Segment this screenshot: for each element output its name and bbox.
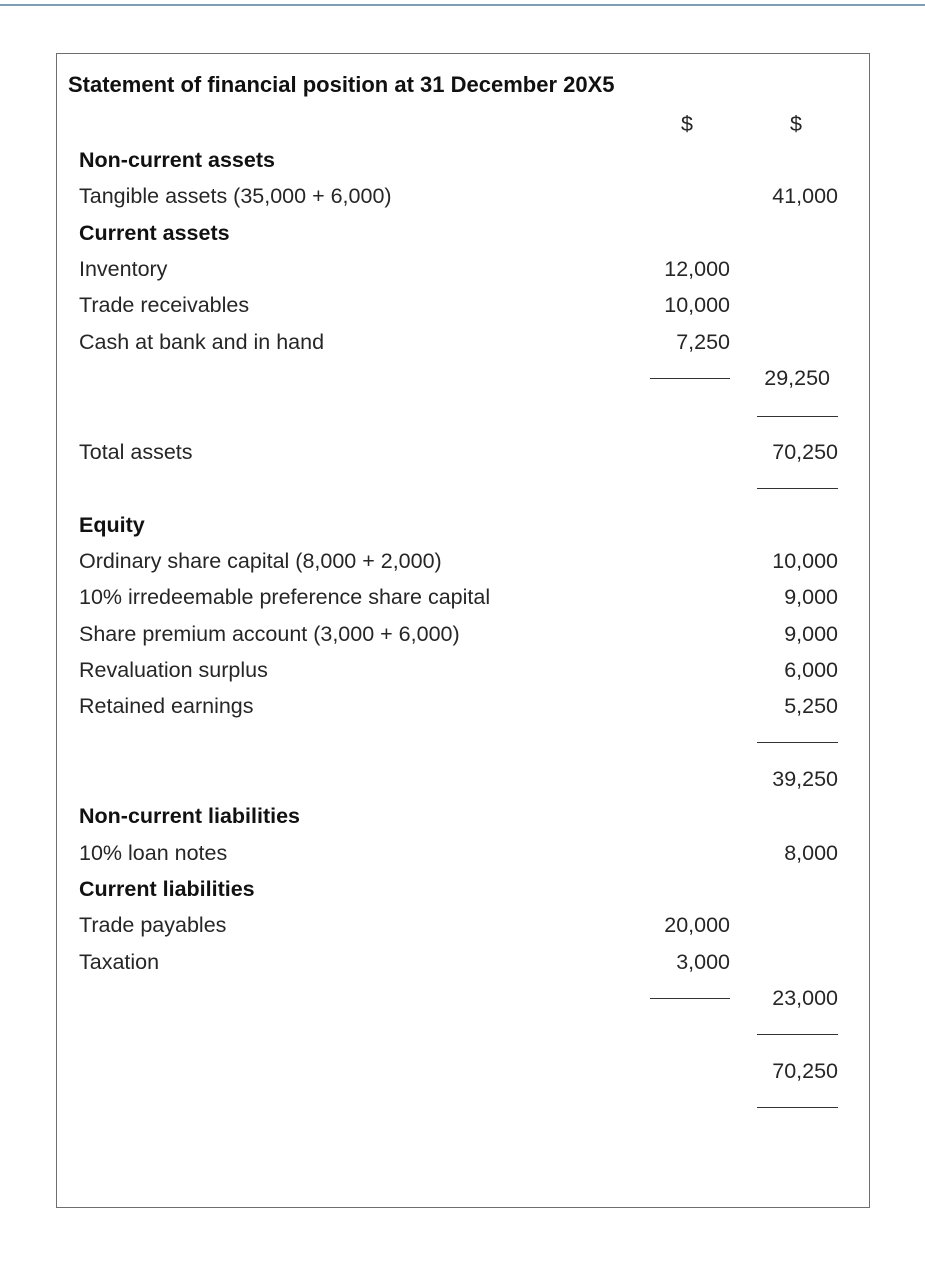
cash-label: Cash at bank and in hand	[79, 330, 325, 354]
revaluation-surplus-total: 6,000	[784, 658, 838, 682]
subtotal-rule	[757, 1034, 838, 1035]
trade-receivables-amount: 10,000	[664, 293, 730, 317]
currency-header-col1: $	[681, 112, 693, 136]
equity-heading: Equity	[79, 513, 145, 537]
current-liabilities-heading: Current liabilities	[79, 877, 255, 901]
statement-title: Statement of financial position at 31 December 20X5	[68, 72, 615, 97]
taxation-label: Taxation	[79, 950, 160, 974]
trade-receivables-label: Trade receivables	[79, 293, 250, 317]
taxation-amount: 3,000	[676, 950, 730, 974]
grand-total: 70,250	[772, 1059, 838, 1083]
currency-header-col2: $	[790, 112, 802, 136]
tangible-assets-total: 41,000	[772, 184, 838, 208]
non-current-assets-heading: Non-current assets	[79, 148, 275, 172]
total-rule	[757, 488, 838, 489]
share-premium-total: 9,000	[784, 622, 838, 646]
retained-earnings-label: Retained earnings	[79, 694, 254, 718]
top-divider	[0, 4, 925, 6]
inventory-label: Inventory	[79, 257, 168, 281]
loan-notes-total: 8,000	[784, 841, 838, 865]
total-assets-label: Total assets	[79, 440, 193, 464]
trade-payables-label: Trade payables	[79, 913, 227, 937]
preference-capital-label: 10% irredeemable preference share capital	[79, 585, 491, 609]
cash-amount: 7,250	[676, 330, 730, 354]
revaluation-surplus-label: Revaluation surplus	[79, 658, 268, 682]
total-assets-amount: 70,250	[772, 440, 838, 464]
subtotal-rule	[757, 742, 838, 743]
share-premium-label: Share premium account (3,000 + 6,000)	[79, 622, 460, 646]
current-assets-subtotal: 29,250	[764, 366, 830, 390]
share-capital-label: Ordinary share capital (8,000 + 2,000)	[79, 549, 442, 573]
subtotal-rule	[757, 416, 838, 417]
trade-payables-amount: 20,000	[664, 913, 730, 937]
retained-earnings-total: 5,250	[784, 694, 838, 718]
total-rule	[757, 1107, 838, 1108]
current-assets-heading: Current assets	[79, 221, 230, 245]
share-capital-total: 10,000	[772, 549, 838, 573]
non-current-liabilities-heading: Non-current liabilities	[79, 804, 301, 828]
current-liabilities-subtotal: 23,000	[772, 986, 838, 1010]
subtotal-rule	[650, 998, 730, 999]
loan-notes-label: 10% loan notes	[79, 841, 228, 865]
tangible-assets-label: Tangible assets (35,000 + 6,000)	[79, 184, 392, 208]
equity-subtotal: 39,250	[772, 767, 838, 791]
subtotal-rule	[650, 378, 730, 379]
preference-capital-total: 9,000	[784, 585, 838, 609]
inventory-amount: 12,000	[664, 257, 730, 281]
